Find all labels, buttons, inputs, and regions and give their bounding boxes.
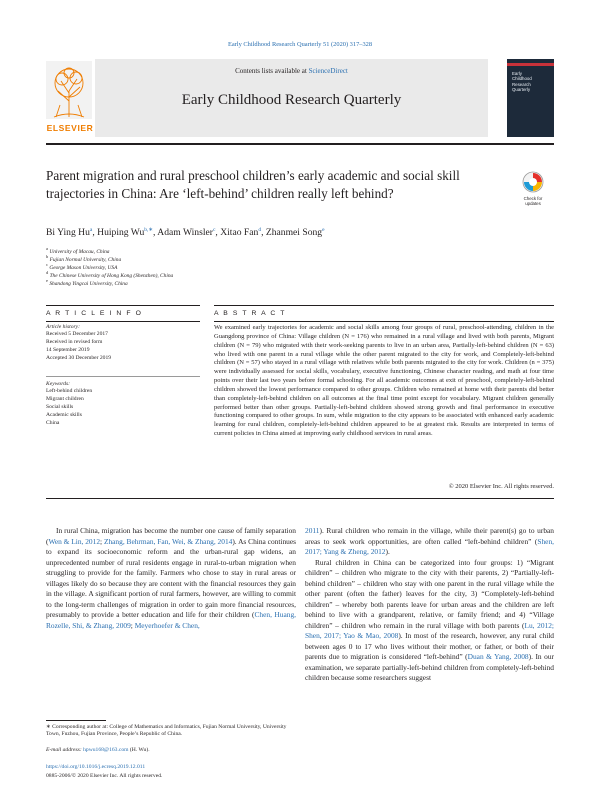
- citation-link[interactable]: Meyerhoefer & Chen,: [134, 620, 200, 630]
- doi-link[interactable]: https://doi.org/10.1016/j.ecresq.2019.12.011: [46, 764, 146, 770]
- citation-link[interactable]: Shen, 2017; Yang & Zheng, 2012: [305, 536, 554, 556]
- abstract-rule: [214, 321, 554, 322]
- author-sup[interactable]: b,∗: [144, 227, 154, 233]
- history-line: Accepted 30 December 2019: [46, 355, 112, 361]
- email-link[interactable]: hpwu168@163.com: [83, 747, 129, 753]
- citation-link[interactable]: Chen, Huang, Rozelle, Shi, & Zhang, 2009: [46, 610, 296, 630]
- crossmark-icon[interactable]: [517, 170, 549, 196]
- keywords-label: Keywords:: [46, 381, 71, 387]
- keyword: China: [46, 420, 60, 426]
- history-line: 14 September 2019: [46, 347, 90, 353]
- keyword: Academic skills: [46, 412, 82, 418]
- affiliation: $^e$ Shandong Yingcai University, China: [46, 278, 128, 287]
- journal-citation[interactable]: Early Childhood Research Quarterly 51 (2020) 317–328: [227, 41, 373, 48]
- journal-title: Early Childhood Research Quarterly: [181, 92, 402, 108]
- citation-link[interactable]: Wen & Lin, 2012: [48, 536, 101, 546]
- author-sup[interactable]: d: [258, 227, 262, 233]
- abstract-copyright: © 2020 Elsevier Inc. All rights reserved.: [448, 483, 554, 490]
- body-paragraph: 2011). Rural children who remain in the village, while their parent(s) go to urban areas to seek work opportunities, are often called “left-behind children” (Shen, 2017; Yang & Zheng, 2012).: [305, 526, 554, 556]
- author-sup[interactable]: e: [322, 227, 325, 233]
- history-line: Received 5 December 2017: [46, 331, 108, 337]
- author-sup[interactable]: a: [89, 227, 93, 233]
- citation-link[interactable]: Duan & Yang, 2008: [467, 652, 529, 661]
- contents-text: Contents lists available at: [235, 67, 307, 75]
- history-line: Received in revised form: [46, 339, 103, 345]
- header-rule: [46, 143, 554, 145]
- citation-link[interactable]: Zhang, Behrman, Fan, Wei, & Zhang, 2014: [103, 536, 233, 546]
- keyword: Left-behind children: [46, 388, 93, 394]
- keyword: Social skills: [46, 404, 74, 410]
- abstract-heading: A B S T R A C T: [214, 310, 286, 317]
- history-label: Article history:: [46, 324, 81, 330]
- article-info-rule: [46, 321, 200, 322]
- abstract-rule: [214, 305, 554, 306]
- abstract-bottom-rule: [46, 498, 554, 499]
- body-paragraph: Rural children in China can be categorized into four groups: 1) “Migrant children” – children who migrate to the city with their parents, 2) “Partially-left-behind children” – children who stay with one parent in the rural village while the other parent (often the father) leaves for the city, 3) “Completely-left-behind children” – whereby both parents leave for urban areas and the children are left behind to live with a grandparent, relative, or family friend; and 4) “Village children” – children who remain in the rural village with both parents (Lu, 2012; Shen, 2017; Yao & Mao, 2008). In most of the research, however, any rural child between ages 0 to 17 who lives without their mother, or father, or both of their parents due to migration is considered “left-behind” (Duan & Yang, 2008). In our examination, we separate partially-left-behind children from completely-left-behind children because some researchers suggest: [305, 557, 554, 682]
- affiliation: $^c$ George Mason University, USA: [46, 262, 118, 271]
- journal-cover-thumbnail[interactable]: [507, 59, 554, 137]
- keywords-rule: [46, 376, 200, 377]
- author-name[interactable]: Xitao Fan: [220, 227, 259, 239]
- cover-stripe: [507, 63, 554, 66]
- affiliation: $^d$ The Chinese University of Hong Kong (Shenzhen), China: [46, 270, 174, 279]
- crossmark-label[interactable]: Check for updates: [523, 196, 543, 206]
- keyword: Migrant children: [46, 396, 84, 402]
- keywords: [46, 381, 206, 427]
- author-sup[interactable]: c: [212, 227, 216, 233]
- email-suffix: (H. Wu).: [129, 747, 150, 753]
- corresponding-footnote: ∗ Corresponding author at: College of Mathematics and Informatics, Fujian Normal University, University Town, Fuzhou, Fujian Province, People’s Republic of China.: [46, 724, 287, 738]
- body-right-column: [305, 526, 554, 684]
- affiliation: $^a$ University of Macau, China: [46, 246, 110, 255]
- email-label: E-mail address:: [46, 747, 82, 753]
- body-left-column: [46, 526, 296, 631]
- citation-link[interactable]: 2011: [305, 526, 320, 535]
- abstract-text: We examined early trajectories for academic and social skills among four groups of rural, preschool-attending, children in the Guangdong province of China: Village children (N = 176) who remained in a rural village and lived with both parents, Migrant children (N = 79) who migrated with their work-seeking parents to live in an urban area, Partially-left-behind children (N = 63) who lived with one parent in a rural village while the other parent migrated to the city for work, and Completely-left-behind children (N = 57) who stayed in a rural village with relatives while both parents migrated to the city for work. Children (n = 375) were individually assessed for social skills, vocabulary, executive functioning, Chinese character reading, and math at four time points over their last two years before formal schooling. For all academic outcomes at exit of preschool, completely-left-behind children showed the lowest performance compared to other groups. Children who remained at home with their parents did better than completely-left-behind children on all outcomes at the final time point except for vocabulary. Migrant children generally performed better than other groups. Partially-left-behind children showed strong growth and final performance in executive functioning compared to other groups. In sum, while migration to the city appears to be associated with enhanced early academic learning for rural children, completely-left-behind children appeared to be at greatest risk. Results are interpreted in terms of current policies in China aimed at improving early childhood services in rural areas.: [214, 324, 554, 438]
- article-history: [46, 324, 206, 362]
- author-list: Bi Ying Hu$^a$, Huiping $Wu^{b,∗}$, Adam Winsler$^c$, Xitao Fan$^d$, Zhanmei Song$^e$: [46, 227, 325, 239]
- body-paragraph: In rural China, migration has become the number one cause of family separation (Wen & Lin, 2012; Zhang, Behrman, Fan, Wei, & Zhang, 2014). As China continues to expand its socioeconomic reform and the urban-rural gap widens, an unprecedented number of rural residents engage in rural-to-urban migration when struggling to provide for the family. Farmers who chose to stay in rural areas or villages likely do so because they are content with the financial resources they gain in the village. A significant portion of rural farmers, however, are willing to commit to the long-term challenges of migration in order to gain more financial resources, presumably to provide a better education and life for their children (Chen, Huang, Rozelle, Shi, & Zhang, 2009; Meyerhoefer & Chen,: [46, 526, 296, 630]
- author-name[interactable]: Huiping Wu: [97, 227, 145, 239]
- elsevier-wordmark: ELSEVIER: [46, 123, 94, 133]
- article-title: Parent migration and rural preschool children’s early academic and social skill trajectories in China: Are ‘left-behind’ children really left behind?: [46, 168, 460, 201]
- article-info-heading: A R T I C L E I N F O: [46, 310, 143, 317]
- affiliation: $^b$ Fujian Normal University, China: [46, 254, 122, 263]
- cover-title: Early Childhood Research Quarterly: [512, 71, 532, 93]
- article-info-rule: [46, 305, 200, 306]
- author-name[interactable]: Bi Ying Hu: [46, 227, 90, 239]
- author-name[interactable]: Adam Winsler: [157, 227, 213, 239]
- footnote-rule: [46, 720, 106, 721]
- sciencedirect-link[interactable]: ScienceDirect: [308, 67, 348, 75]
- citation-link[interactable]: Lu, 2012; Shen, 2017; Yao & Mao, 2008: [305, 620, 554, 640]
- issn-line: 0885-2006/© 2020 Elsevier Inc. All rights reserved.: [46, 773, 163, 779]
- email-footnote: [46, 747, 296, 754]
- author-name[interactable]: Zhanmei Song: [265, 227, 323, 239]
- contents-line: [95, 67, 488, 75]
